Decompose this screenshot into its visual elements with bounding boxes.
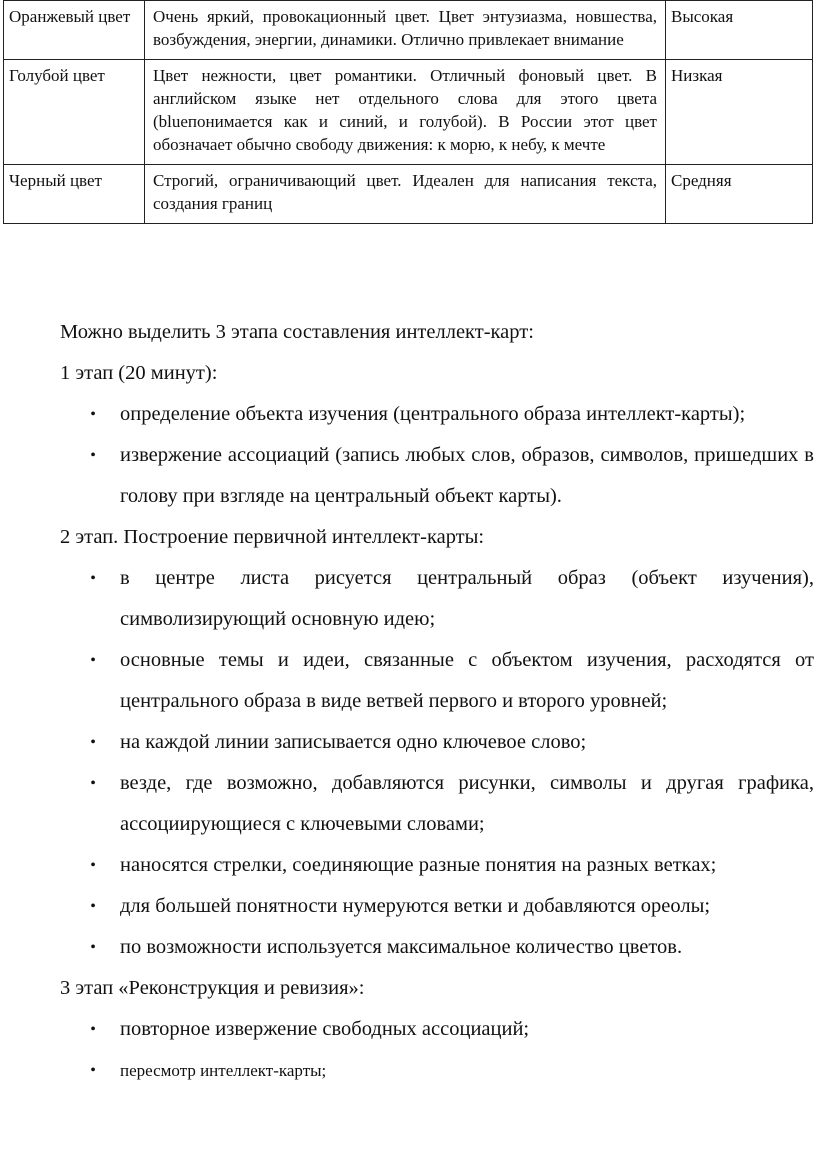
color-table	[3, 0, 813, 224]
table-row	[4, 60, 813, 165]
bullet-icon: •	[90, 775, 96, 792]
bullet-icon: •	[90, 652, 96, 669]
list-item	[60, 435, 814, 517]
stage-1-list	[60, 394, 814, 517]
list-item	[60, 558, 814, 640]
bullet-icon: •	[90, 1021, 96, 1038]
list-item	[60, 927, 814, 968]
list-item	[60, 640, 814, 722]
bullet-icon: •	[90, 898, 96, 915]
bullet-icon: •	[90, 939, 96, 956]
bullet-icon: •	[90, 447, 96, 464]
color-description-cell: Цвет нежности, цвет романтики. Отличный фоновый цвет. В английском языке нет отдельного слова для этого цвета (blueпонимается как и синий, и голубой). В России этот цвет обозначает обычно свободу движения: к морю, к небу, к мечте	[145, 60, 666, 165]
bullet-icon: •	[90, 406, 96, 423]
table-row	[4, 165, 813, 224]
intro-paragraph: Можно выделить 3 этапа составления интеллект-карт:	[60, 321, 534, 343]
stage-1-heading: 1 этап (20 минут):	[60, 362, 218, 384]
bullet-icon: •	[90, 1062, 96, 1079]
color-name-cell: Черный цвет	[4, 165, 145, 224]
stage-3-heading: 3 этап «Реконструкция и ревизия»:	[60, 977, 365, 999]
list-item-text: по возможности используется максимальное количество цветов.	[120, 936, 683, 958]
color-description-cell: Очень яркий, провокационный цвет. Цвет энтузиазма, новшества, возбуждения, энергии, динамики. Отлично привлекает внимание	[145, 1, 666, 60]
list-item	[60, 763, 814, 845]
color-level-cell: Средняя	[666, 165, 813, 224]
list-item	[60, 1050, 814, 1091]
stage-2-heading: 2 этап. Построение первичной интеллект-карты:	[60, 526, 485, 548]
list-item-text: извержение ассоциаций (запись любых слов, образов, символов, пришедших в голову при взгляде на центральный объект карты).	[120, 444, 814, 507]
color-name-cell: Оранжевый цвет	[4, 1, 145, 60]
list-item-text: в центре листа рисуется центральный образ (объект изучения), символизирующий основную идею;	[120, 567, 814, 630]
color-level-cell: Высокая	[666, 1, 813, 60]
list-item-text: везде, где возможно, добавляются рисунки, символы и другая графика, ассоциирующиеся с ключевыми словами;	[120, 772, 814, 835]
bullet-icon: •	[90, 734, 96, 751]
list-item	[60, 722, 814, 763]
stage-2-list	[60, 558, 814, 968]
list-item-text: для большей понятности нумеруются ветки и добавляются ореолы;	[120, 895, 711, 917]
table-row	[4, 1, 813, 60]
color-description-cell: Строгий, ограничивающий цвет. Идеален для написания текста, создания границ	[145, 165, 666, 224]
list-item-text: наносятся стрелки, соединяющие разные понятия на разных ветках;	[120, 854, 717, 876]
list-item-text: пересмотр интеллект-карты;	[120, 1061, 327, 1080]
bullet-icon: •	[90, 857, 96, 874]
list-item-text: основные темы и идеи, связанные с объектом изучения, расходятся от центрального образа в виде ветвей первого и второго уровней;	[120, 649, 814, 712]
list-item-text: определение объекта изучения (центрального образа интеллект-карты);	[120, 403, 746, 425]
list-item	[60, 1009, 814, 1050]
bullet-icon: •	[90, 570, 96, 587]
list-item-text: на каждой линии записывается одно ключевое слово;	[120, 731, 587, 753]
color-name-cell: Голубой цвет	[4, 60, 145, 165]
list-item	[60, 886, 814, 927]
list-item-text: повторное извержение свободных ассоциаций;	[120, 1018, 530, 1040]
document-body	[60, 312, 814, 1091]
stage-3-list	[60, 1009, 814, 1091]
list-item	[60, 845, 814, 886]
color-level-cell: Низкая	[666, 60, 813, 165]
list-item	[60, 394, 814, 435]
